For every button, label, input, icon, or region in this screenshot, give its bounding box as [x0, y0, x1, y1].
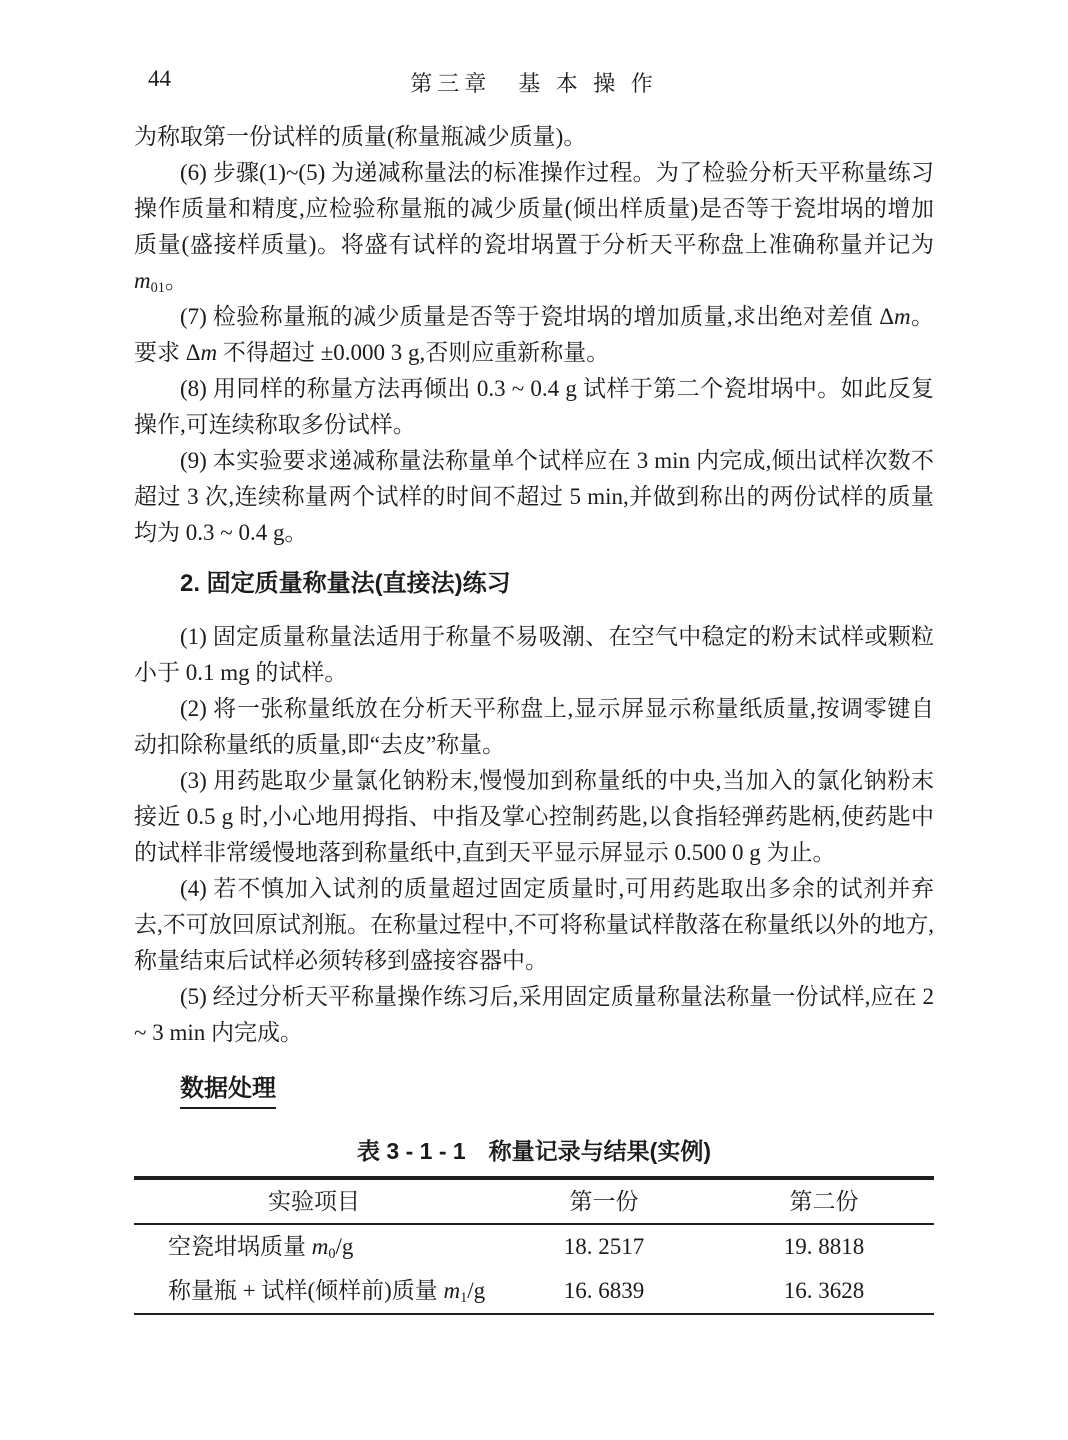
table-header-row: [134, 1178, 934, 1224]
item-6-tail: 。: [164, 268, 188, 293]
table-title: 表 3 - 1 - 1 称量记录与结果(实例): [357, 1138, 711, 1164]
value-second-portion-m1: 16. 3628: [783, 1278, 865, 1303]
subscript-01: 01: [150, 279, 165, 296]
row-1-label-text: 称量瓶 + 试样(倾样前)质量: [168, 1278, 444, 1303]
paragraph-item-5: (5) 经过分析天平称量操作练习后,采用固定质量称量法称量一份试样,应在 2 ~ 3 min 内完成。: [134, 984, 934, 1045]
data-processing-label: 数据处理: [180, 1074, 276, 1109]
variable-m: m: [443, 1278, 461, 1303]
paragraph-item-7: [134, 299, 934, 371]
page-header: [134, 66, 934, 96]
section-heading-fixed-mass-method: 2. 固定质量称量法(直接法)练习: [180, 570, 511, 597]
row-label-bottle-plus-sample-mass: [134, 1269, 494, 1314]
paragraph-item-4: (4) 若不慎加入试剂的质量超过固定质量时,可用药匙取出多余的试剂并弃去,不可放回原试剂瓶。在称量过程中,不可将称量试样散落在称量纸以外的地方,称量结束后试样必须转移到盛接容器中。: [134, 876, 934, 973]
subscript-1: 1: [460, 1289, 468, 1306]
value-first-portion-m0: 18. 2517: [563, 1234, 645, 1259]
col-header-first-portion: 第一份: [569, 1188, 639, 1214]
paragraph-continuation: 为称取第一份试样的质量(称量瓶减少质量)。: [134, 124, 587, 149]
subscript-0: 0: [328, 1245, 336, 1262]
variable-m: m: [894, 304, 911, 329]
row-label-empty-crucible-mass: [134, 1224, 494, 1269]
paragraph-item-9: (9) 本实验要求递减称量法称量单个试样应在 3 min 内完成,倾出试样次数不超过 3 次,连续称量两个试样的时间不超过 5 min,并做到称出的两份试样的质量均为 0.3 ~ 0.4 g。: [134, 448, 934, 545]
chapter-title: 第三章 基 本 操 作: [410, 71, 658, 96]
value-second-portion-m0: 19. 8818: [783, 1234, 865, 1259]
row-0-label-text: 空瓷坩埚质量: [168, 1234, 312, 1259]
variable-m: m: [311, 1234, 329, 1259]
item-7-tail: 不得超过 ±0.000 3 g,否则应重新称量。: [217, 340, 610, 365]
row-0-unit: /g: [335, 1234, 354, 1259]
weighing-results-table: [134, 1176, 934, 1315]
paragraph-item-2: (2) 将一张称量纸放在分析天平称盘上,显示屏显示称量纸质量,按调零键自动扣除称量纸的质量,即“去皮”称量。: [134, 696, 934, 757]
table-body: [134, 1224, 934, 1314]
page-body: [134, 119, 934, 1315]
paragraph-item-6: [134, 155, 934, 299]
item-7-mid: 。要求: [134, 304, 934, 365]
table-row-crucible-mass: [134, 1224, 934, 1269]
row-1-unit: /g: [467, 1278, 486, 1303]
col-header-experiment-item: 实验项目: [268, 1188, 360, 1214]
paragraph-item-3: (3) 用药匙取少量氯化钠粉末,慢慢加到称量纸的中央,当加入的氯化钠粉末接近 0.5 g 时,小心地用拇指、中指及掌心控制药匙,以食指轻弹药匙柄,使药匙中的试样非常缓慢地落到称量纸中,直到天平显示屏显示 0.500 0 g 为止。: [134, 768, 934, 865]
paragraph-item-1: (1) 固定质量称量法适用于称量不易吸潮、在空气中稳定的粉末试样或颗粒小于 0.1 mg 的试样。: [134, 624, 934, 685]
delta-symbol: Δ: [185, 340, 201, 365]
item-7-text: (7) 检验称量瓶的减少质量是否等于瓷坩埚的增加质量,求出绝对差值: [180, 304, 880, 329]
variable-m: m: [134, 268, 151, 293]
value-first-portion-m1: 16. 6839: [563, 1278, 645, 1303]
item-6-text: (6) 步骤(1)~(5) 为递减称量法的标准操作过程。为了检验分析天平称量练习操作质量和精度,应检验称量瓶的减少质量(倾出样质量)是否等于瓷坩埚的增加质量(盛接样质量)。将盛有试样的瓷坩埚置于分析天平称盘上准确称量并记为: [134, 160, 934, 257]
paragraph-item-8: (8) 用同样的称量方法再倾出 0.3 ~ 0.4 g 试样于第二个瓷坩埚中。如此反复操作,可连续称取多份试样。: [134, 376, 934, 437]
section-heading-data-processing: [134, 1071, 934, 1109]
delta-symbol: Δ: [879, 304, 895, 329]
table-row-bottle-plus-sample-mass: [134, 1269, 934, 1314]
variable-m: m: [200, 340, 218, 365]
table-header: [134, 1178, 934, 1224]
page-number: 44: [148, 66, 171, 91]
col-header-second-portion: 第二份: [789, 1188, 859, 1214]
